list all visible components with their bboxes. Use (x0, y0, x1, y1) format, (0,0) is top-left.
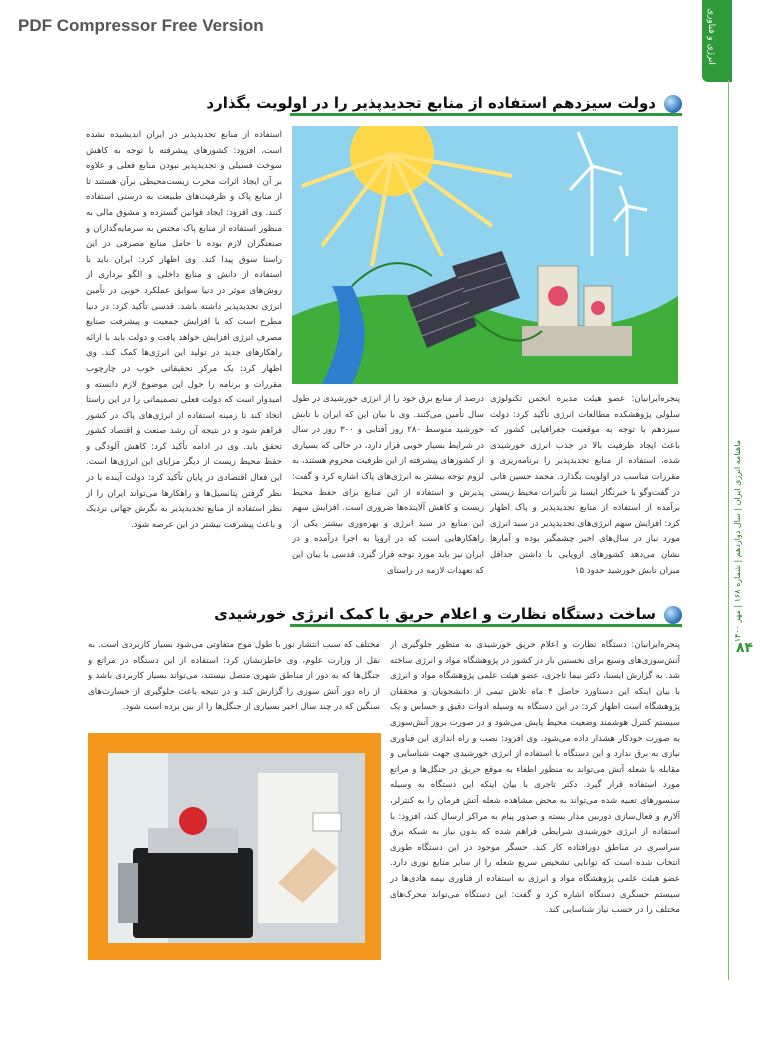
section-tab (702, 0, 732, 82)
section-tab-label: انرژی و فناوری (706, 8, 716, 65)
fire-detector-photo-frame (88, 733, 381, 960)
globe-icon (664, 606, 682, 624)
article2-column-right: پنجره‌ایرانیان: دستگاه نظارت و اعلام حریق خورشیدی به منظور جلوگیری از آتش‌سوزی‌های وسیع برای نخستین بار در کشور در پژوهشگاه مواد و انرژی ساخته شد. به گزارش ایسنا، دکتر نیما تاجری، عضو هیئت علمی پژوهشگاه مواد و انرژی با بیان اینکه این دستاورد حاصل ۴ ماه تلاش تیمی از دانشجویان و محققان پژوهشگاه است اظهار کرد: در این دستگاه به وسیله ادوات دقیق و حساس و یک سیستم کنترل هوشمند وضعیت محیط پایش می‌شود و در صورت بروز آتش‌سوزی به صورت خودکار هشدار داده می‌شود. وی افزود: نصب و راه اندازی این فناوری نیازی به برق ندارد و این دستگاه با استفاده از انرژی خورشیدی جهت شناسایی و مقابله با شعله آتش می‌تواند به منظور اطفاء به موقع حریق در جنگل‌ها و مراتع مورد استفاده قرار گیرد. دکتر تاجری با بیان اینکه این دستگاه به وسیله سنسورهای تعبیه شده می‌تواند به محض مشاهده شعله آتش فرمان را به کنترلر، آلارم و فعال‌سازی دوربین مدار بسته و صدور پیام به مراکز ارسال کند، افزود: با استفاده از انرژی خورشیدی شرایطی فراهم شده که بدون نیاز به شبکه برق سراسری در مناطق دورافتاده کار کند. حسگر موجود در این دستگاه طوری انتخاب شده است که توانایی تشخیص سریع شعله را از سایر منابع نوری دارد. عضو هیئت علمی پژوهشگاه مواد و انرژی به استفاده از فناوری نیمه هادی‌ها در سیستم حسگری دستگاه اشاره کرد و گفت: این دستگاه می‌تواند محرک‌های مختلف را در حسب نیاز شناسایی کند. (390, 640, 680, 916)
article2-title: ساخت دستگاه نظارت و اعلام حریق با کمک انرژی خورشیدی (214, 605, 656, 623)
watermark-text: PDF Compressor Free Version (18, 16, 264, 35)
article1-column-right: پنجره‌ایرانیان: عضو هیئت مدیره انجمن تکنولوژی سلولی پژوهشکده مطالعات انرژی تأکید کرد: دولت سیزدهم با توجه به موقعیت جغرافیایی کشور که باعث ایجاد ظرفیت بالا در جذب انرژی خورشیدی شده، استفاده از منابع تجدیدپذیر را برنامه‌ریزی و مقررات مناسب در اولویت بگذارد. محمد حسین قانی در گفت‌وگو با خبرنگار ایسنا بر تأثیرات محیط زیستی برآمده از استفاده از منابع تجدیدپذیر و پاک اظهار کرد: افزایش سهم انرژی‌های تجدیدپذیر در سبد انرژی مورد نیاز در سال‌های اخیر چشمگیر بوده و آمارها نشان می‌دهد کشورهای اروپایی با داشتن حداقل میزان تابش خورشید حدود ۱۵ (490, 394, 680, 576)
article1-header (206, 94, 682, 118)
page-footer-text: ماهنامه انرژی ایران | سال دوازدهم | شماره ۱۶۸ | مهر ۱۴۰۰ (733, 440, 742, 643)
renewable-energy-illustration (292, 126, 678, 384)
fire-detector-photo (108, 753, 365, 943)
globe-icon (664, 95, 682, 113)
article1-column-middle: درصد از منابع برق خود را از انرژی خورشیدی در طول سال تأمین می‌کنند. وی با بیان این که ایران با تابش خورشید متوسط ۲۸۰ روز آفتابی و ۳۰۰ روز در سال در شرایط بسیار خوبی قرار دارد، در حالی که بسیاری از کشورهای پیشرفته از این ظرفیت محروم هستند، به لزوم توجه بیشتر به انرژی‌های پاک اشاره کرد و گفت: پذیرش و استفاده از این منابع برای حفظ محیط زیست و کاهش آلاینده‌ها ضروری است. افزایش سهم این منابع در سبد انرژی و بهره‌وری بیشتر یکی از راهکارهایی است که در اروپا به اجرا درآمده و در ایران نیز باید مورد توجه قرار گیرد. قدسی با بیان این که تعهدات لازمه در راستای (292, 394, 484, 576)
side-rule (728, 80, 729, 980)
page-number: ۸۴ (736, 640, 754, 656)
article1-title: دولت سیزدهم استفاده از منابع تجدیدپذیر را در اولویت بگذارد (206, 94, 656, 112)
headline-rule (290, 624, 682, 627)
article2-column-left: مختلف که سبب انتشار نور با طول موج متفاوتی می‌شود بسیار کاربردی است. به نقل از وزارت علوم، وی خاطرنشان کرد: استفاده از این دستگاه در مراتع و جنگل‌ها که به دور از مناطق شهری متصل نیستند، می‌تواند بسیار کاربردی باشد و از راه دور آتش سوزی را گزارش کند و در نتیجه باعث جلوگیری از خسارت‌های سنگین که در چند سال اخیر بسیاری از جنگل‌ها را از بین برده است شود. (88, 640, 380, 713)
article1-column-left: استفاده از منابع تجدیدپذیر در ایران اندیشیده نشده است، افزود: کشورهای پیشرفته با توجه به کاهش سوخت فسیلی و تجدیدپذیر نبودن منابع فعلی و علاوه بر آن ایجاد اثرات مخرب زیست‌محیطی برآن هستند تا از منابع پاک و ظرفیت‌های طبیعت به درستی استفاده کنند. وی افزود: ایجاد قوانین گسترده و مشوق مالی به منظور استفاده از منابع پاک مختص به سرمایه‌گذاران و صنعتگران لازم بوده تا حامل منابع مصرفی در این راستا سوق پیدا کند. وی اظهار کرد: ایران باید با استفاده از دانش و منابع داخلی و الگو برداری از روش‌های موثر در دنیا سوابق عملکرد خوبی در تأمین انرژی تجدیدپذیر داشته باشد. قدسی تأکید کرد: در دنیا مطرح است که با افزایش جمعیت و پیشرفت صنایع مصرف انرژی افزایش خواهد یافت و دولت باید با ارائه راهکارهای جدید در تولید این انرژی‌ها کمک کند. وی اظهار کرد: یک مرکز تحقیقاتی خوب در چارچوب مقررات و برنامه را حول این موضوع لازم دانسته و امیدوار است که دولت فعلی تصمیماتی را در این راستا اتخاذ کند تا زمینه استفاده از انرژی‌های پاک در کشور فراهم شود و در نتیجه آن رشد صنعت و اقتصاد کشور تحقق یابد. وی در ادامه تأکید کرد: کاهش آلودگی و حفظ محیط زیست از دیگر مزایای این انرژی‌ها است. این فعال اقتصادی در پایان تأکید کرد: دولت آینده با در نظر گرفتن پتانسیل‌ها و راهکارها می‌تواند ایران را از نظر استفاده از منابع تجدیدپذیر به نگرش جهانی نزدیک و باعث پیشرفت بیشتر در این عرصه شود. (86, 130, 282, 530)
headline-rule (290, 113, 682, 116)
article2-header (214, 605, 682, 629)
